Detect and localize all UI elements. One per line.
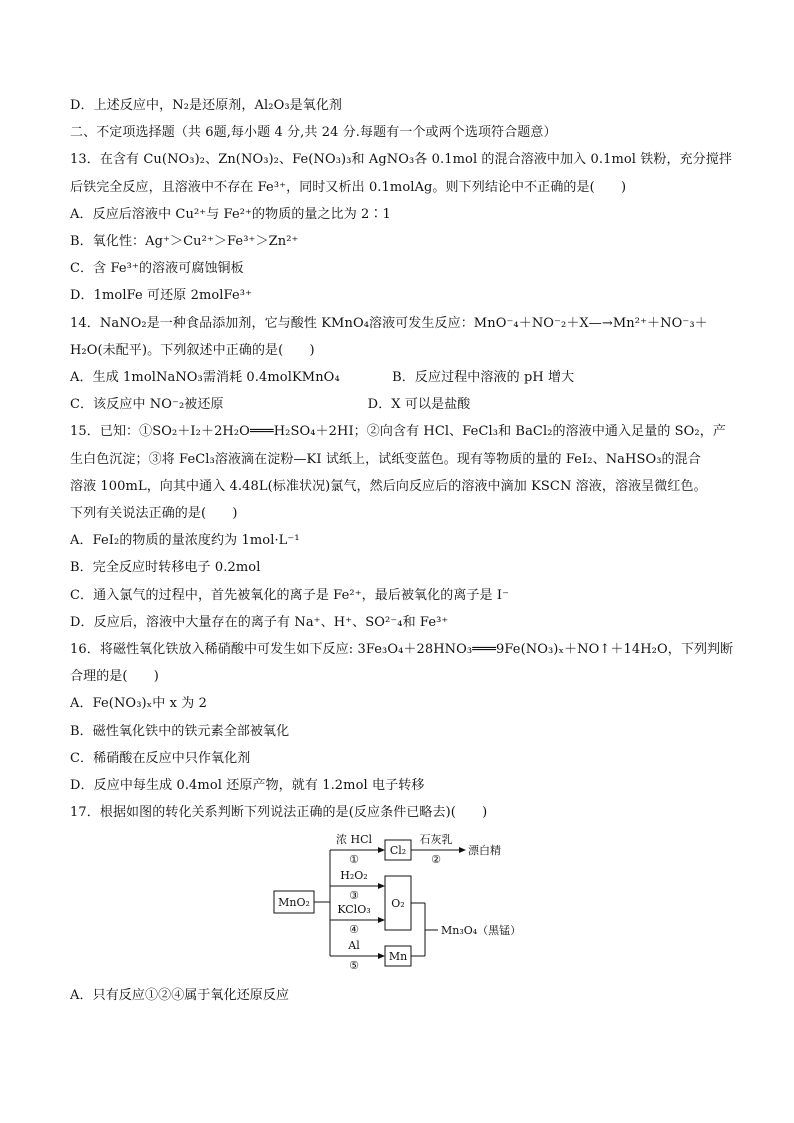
bleach-label: 漂白精 [468,844,501,858]
mn-label: Mn [388,950,408,964]
option-13d: D．1molFe 可还原 2molFe³⁺ [70,288,253,304]
exam-page [70,92,734,1010]
option-15d: D．反应后，溶液中大量存在的离子有 Na⁺、H⁺、SO²⁻₄和 Fe³⁺ [70,614,449,630]
option-13a: A．反应后溶液中 Cu²⁺与 Fe²⁺的物质的量之比为 2∶1 [70,206,391,222]
question-14-stem-cont: H₂O(未配平)。下列叙述中正确的是( ) [70,342,315,358]
option-16d: D．反应中每生成 0.4mol 还原产物，就有 1.2mol 电子转移 [70,778,425,794]
reagent-3: H₂O₂ [340,869,368,883]
step-2-number: ② [431,853,441,867]
reaction-diagram [70,830,730,980]
question-17-stem: 17．根据如图的转化关系判断下列说法正确的是(反应条件已略去)( ) [70,805,488,821]
option-15c: C．通入氯气的过程中，首先被氧化的离子是 Fe²⁺，最后被氧化的离子是 I⁻ [70,587,510,603]
option-15b: B．完全反应时转移电子 0.2mol [70,560,261,576]
mno2-label: MnO₂ [278,896,310,910]
section-heading: 二、不定项选择题（共 6题,每小题 4 分,共 24 分.每题有一个或两个选项符合题意） [70,125,557,141]
question-15-stem-cont: 下列有关说法正确的是( ) [70,506,238,522]
reagent-4: KClO₃ [337,903,371,917]
option-13b: B．氧化性：Ag⁺＞Cu²⁺＞Fe³⁺＞Zn²⁺ [70,234,299,250]
question-14-stem: 14．NaNO₂是一种食品添加剂，它与酸性 KMnO₄溶液可发生反应：MnO⁻₄＋NO⁻₂＋X—→Mn²⁺＋NO⁻₃＋ [70,315,708,331]
question-15-stem: 15．已知：①SO₂＋I₂＋2H₂O═══H₂SO₄＋2HI；②向含有 HCl、FeCl₃和 BaCl₂的溶液中通入足量的 SO₂，产 [70,424,726,440]
option-16b: B．磁性氧化铁中的铁元素全部被氧化 [70,723,290,739]
product-label: Mn₃O₄（黑锰） [441,924,522,938]
cl2-label: Cl₂ [389,844,407,858]
reagent-5: Al [348,939,360,953]
step-3-number: ③ [349,889,359,903]
option-17a: A．只有反应①②④属于氧化还原反应 [70,988,290,1004]
text-line: D．上述反应中，N₂是还原剂，Al₂O₃是氧化剂 [70,98,343,113]
question-15-stem-cont: 生白色沉淀；③将 FeCl₃溶液滴在淀粉—KI 试纸上，试纸变蓝色。现有等物质的量的 FeI₂、NaHSO₃的混合 [70,451,701,467]
question-13-stem-cont: 后铁完全反应，且溶液中不存在 Fe³⁺，同时又析出 0.1molAg。则下列结论中不正确的是( ) [70,179,627,195]
reaction-diagram-svg [270,830,540,980]
question-13-stem: 13．在含有 Cu(NO₃)₂、Zn(NO₃)₂、Fe(NO₃)₃和 AgNO₃各 0.1mol 的混合溶液中加入 0.1mol 铁粉，充分搅拌 [70,152,732,168]
question-15-stem-cont: 溶液 100mL，向其中通入 4.48L(标准状况)氯气，然后向反应后的溶液中滴加 KSCN 溶液，溶液呈微红色。 [70,478,707,494]
option-15a: A．FeI₂的物质的量浓度约为 1mol·L⁻¹ [70,533,300,549]
o2-label: O₂ [391,897,405,911]
question-16-stem-cont: 合理的是( ) [70,669,159,685]
option-14ab: A．生成 1molNaNO₃需消耗 0.4molKMnO₄ B．反应过程中溶液的 pH 增大 [70,370,575,386]
reagent-1: 浓 HCl [335,833,373,847]
question-16-stem: 16．将磁性氧化铁放入稀硝酸中可发生如下反应: 3Fe₃O₄＋28HNO₃═══9Fe(NO₃)ₓ＋NO↑＋14H₂O，下列判断 [70,642,734,658]
step-4-number: ④ [349,923,359,937]
option-16a: A．Fe(NO₃)ₓ中 x 为 2 [70,696,207,712]
option-16c: C．稀硝酸在反应中只作氧化剂 [70,750,251,766]
option-13c: C．含 Fe³⁺的溶液可腐蚀铜板 [70,261,244,277]
option-14cd: C．该反应中 NO⁻₂被还原 D．X 可以是盐酸 [70,397,471,413]
step-5-number: ⑤ [349,959,359,973]
reagent-2: 石灰乳 [419,833,453,847]
step-1-number: ① [349,853,359,867]
